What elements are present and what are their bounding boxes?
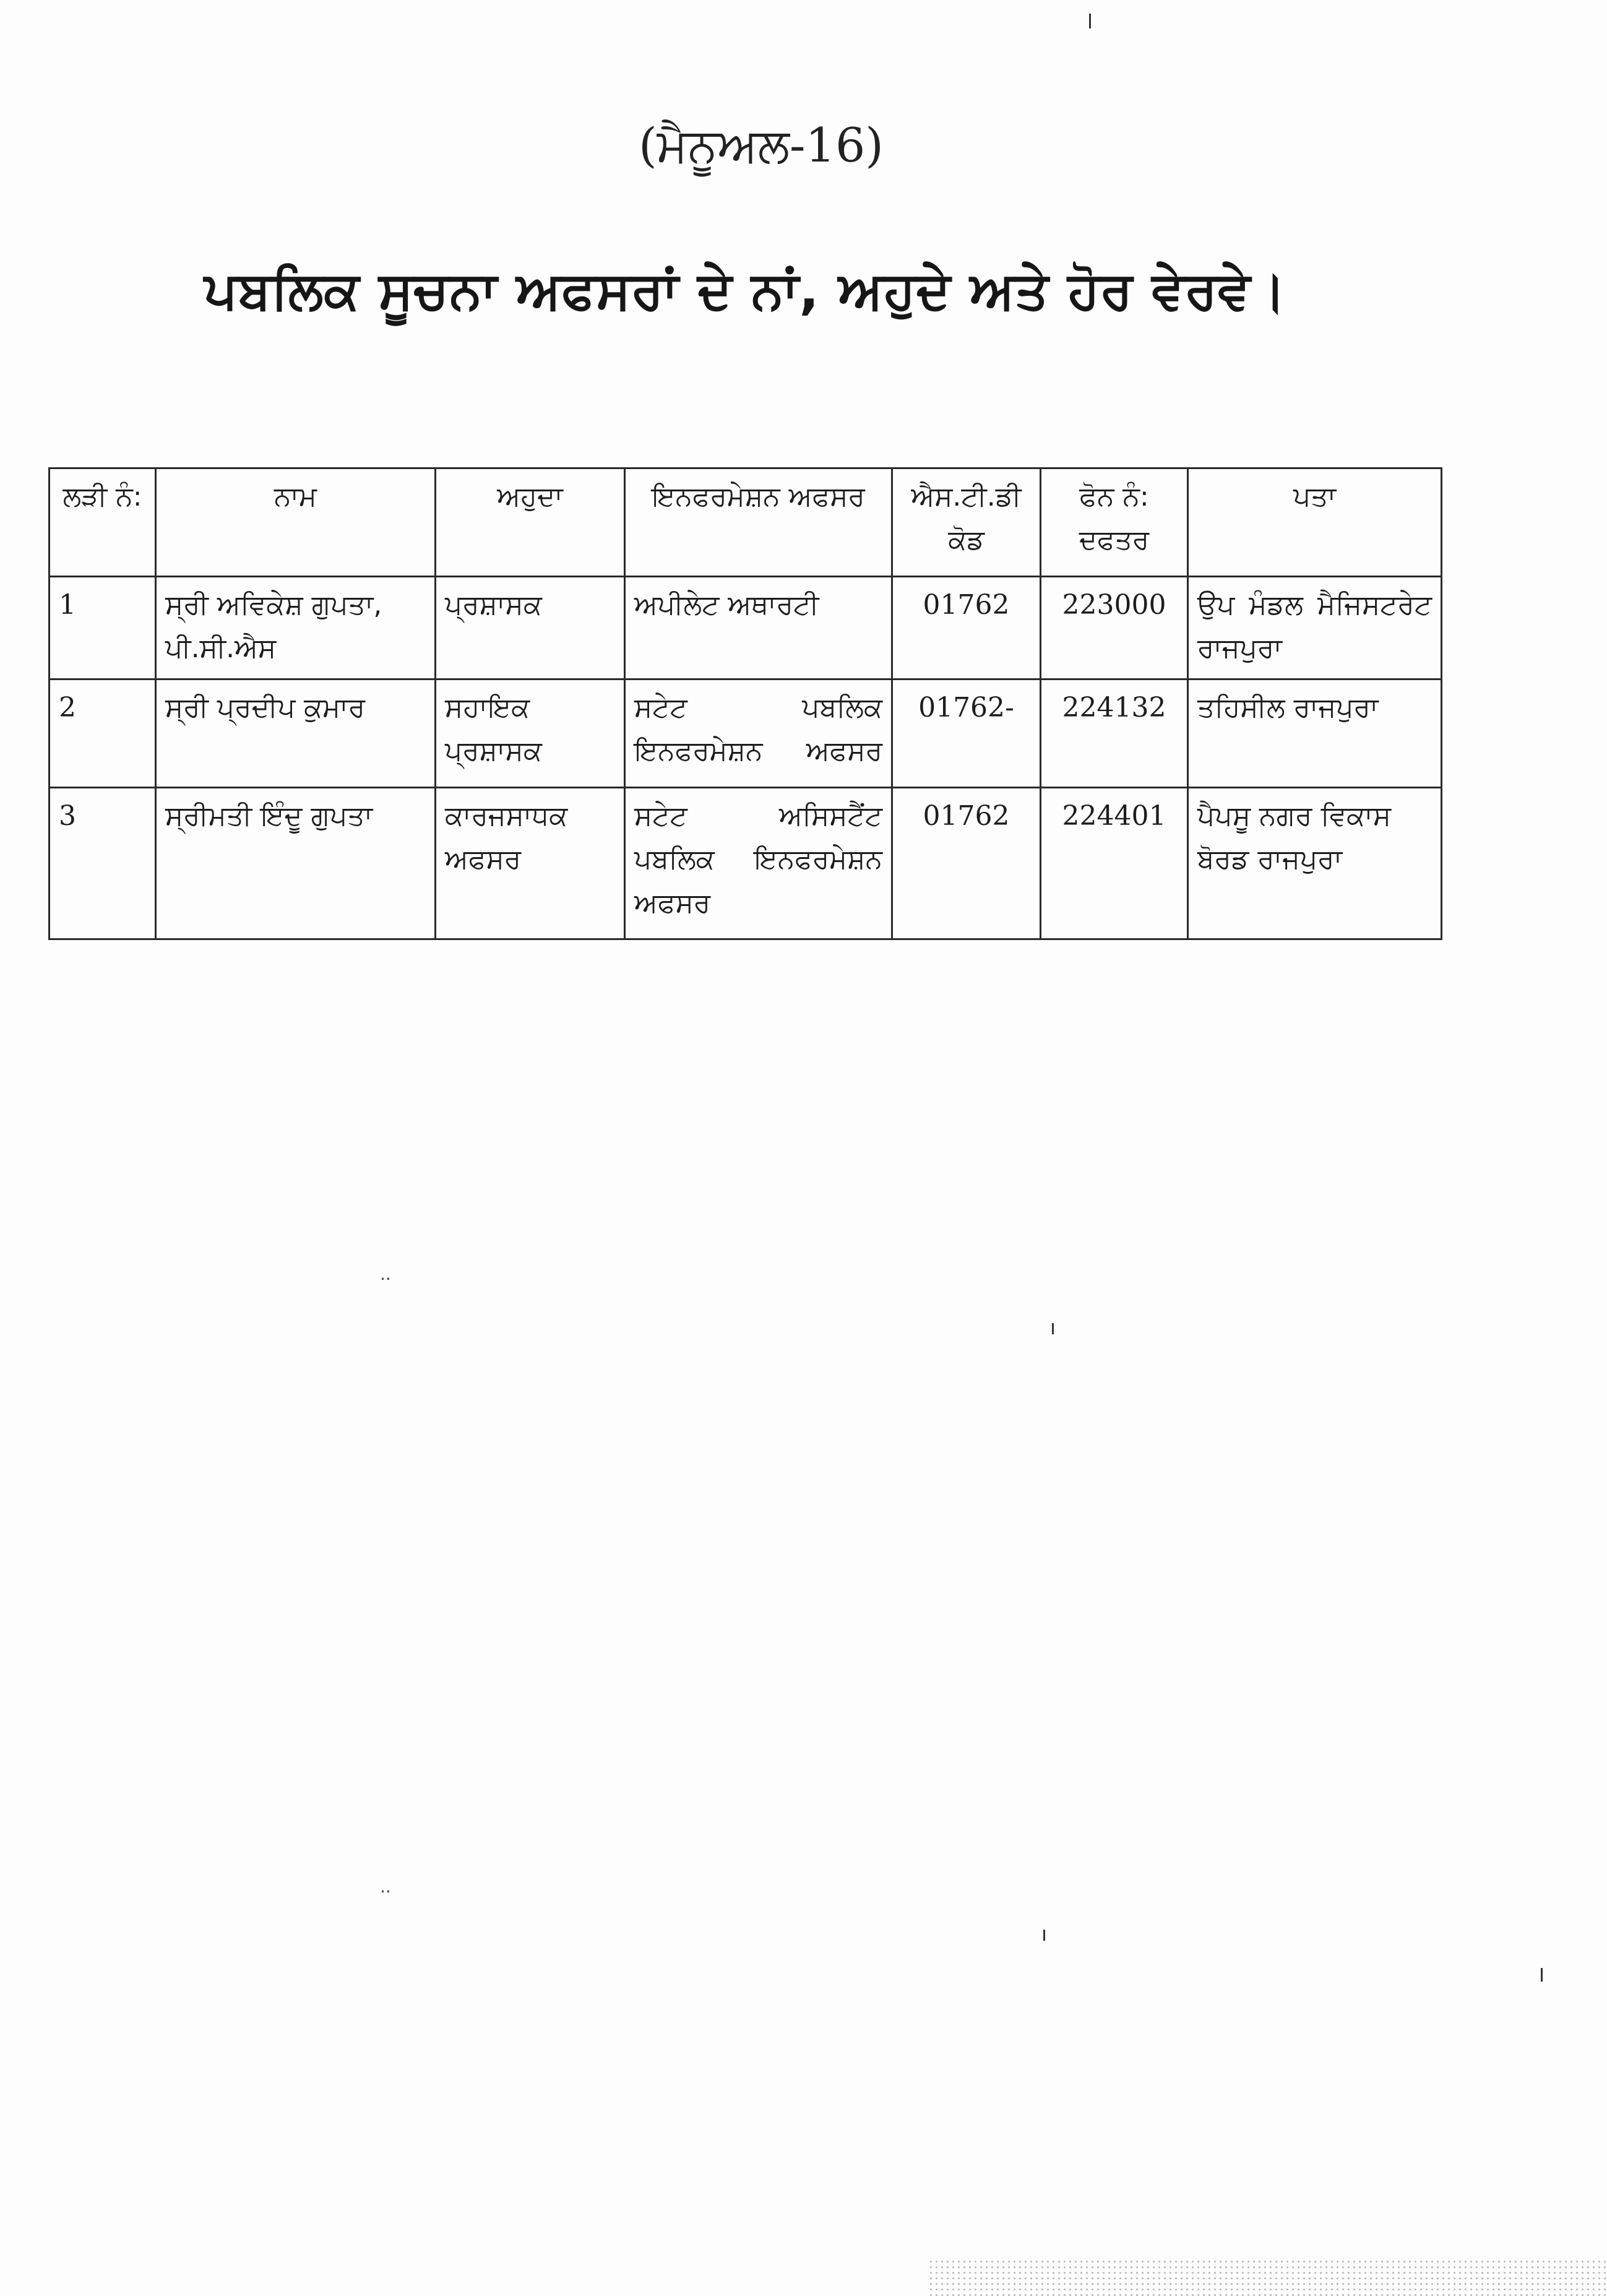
scan-mark bbox=[1089, 14, 1091, 28]
scan-mark: ·· bbox=[380, 1881, 391, 1902]
table-row bbox=[50, 787, 1442, 939]
row-designation: ਪ੍ਰਸ਼ਾਸਕ bbox=[436, 577, 625, 680]
row-std-code: 01762- bbox=[892, 679, 1041, 787]
row-phone-office: 223000 bbox=[1041, 577, 1188, 680]
row-phone-office: 224401 bbox=[1041, 787, 1188, 939]
header-information-officer: ਇਨਫਰਮੇਸ਼ਨ ਅਫਸਰ bbox=[625, 468, 892, 577]
row-sno: 1 bbox=[50, 577, 156, 680]
table-row bbox=[50, 577, 1442, 680]
row-address: ਪੈਪਸੂ ਨਗਰ ਵਿਕਾਸ ਬੋਰਡ ਰਾਜਪੁਰਾ bbox=[1188, 787, 1442, 939]
scan-noise bbox=[928, 2259, 1607, 2296]
row-address: ਉਪ ਮੰਡਲ ਮੈਜਿਸਟਰੇਟ ਰਾਜਪੁਰਾ bbox=[1188, 577, 1442, 680]
document-title: ਪਬਲਿਕ ਸੂਚਨਾ ਅਫਸਰਾਂ ਦੇ ਨਾਂ, ਅਹੁਦੇ ਅਤੇ ਹੋਰ ਵੇਰਵੇ। bbox=[204, 260, 1287, 321]
scan-mark: ·· bbox=[380, 1269, 391, 1289]
header-sno: ਲੜੀ ਨੰ: bbox=[50, 468, 156, 577]
row-information-officer: ਅਪੀਲੇਟ ਅਥਾਰਟੀ bbox=[625, 577, 892, 680]
row-name: ਸ੍ਰੀਮਤੀ ਇੰਦੂ ਗੁਪਤਾ bbox=[156, 787, 436, 939]
row-sno: 3 bbox=[50, 787, 156, 939]
header-address: ਪਤਾ bbox=[1188, 468, 1442, 577]
row-std-code: 01762 bbox=[892, 787, 1041, 939]
row-address: ਤਹਿਸੀਲ ਰਾਜਪੁਰਾ bbox=[1188, 679, 1442, 787]
table-row bbox=[50, 679, 1442, 787]
row-phone-office: 224132 bbox=[1041, 679, 1188, 787]
manual-label: (ਮੈਨੂਅਲ-16) bbox=[639, 118, 884, 173]
table-header-row bbox=[50, 468, 1442, 577]
officers-table bbox=[48, 467, 1442, 940]
row-designation: ਕਾਰਜਸਾਧਕ ਅਫਸਰ bbox=[436, 787, 625, 939]
scan-mark bbox=[1541, 1968, 1543, 1982]
row-sno: 2 bbox=[50, 679, 156, 787]
header-phone-office: ਫੋਨ ਨੰ: ਦਫਤਰ bbox=[1041, 468, 1188, 577]
scan-mark bbox=[1043, 1930, 1045, 1941]
row-std-code: 01762 bbox=[892, 577, 1041, 680]
row-name: ਸ੍ਰੀ ਅਵਿਕੇਸ਼ ਗੁਪਤਾ, ਪੀ.ਸੀ.ਐਸ bbox=[156, 577, 436, 680]
row-designation: ਸਹਾਇਕ ਪ੍ਰਸ਼ਾਸਕ bbox=[436, 679, 625, 787]
header-designation: ਅਹੁਦਾ bbox=[436, 468, 625, 577]
row-name: ਸ੍ਰੀ ਪ੍ਰਦੀਪ ਕੁਮਾਰ bbox=[156, 679, 436, 787]
scan-mark bbox=[1052, 1323, 1054, 1334]
row-information-officer: ਸਟੇਟ ਪਬਲਿਕ ਇਨਫਰਮੇਸ਼ਨ ਅਫਸਰ bbox=[625, 679, 892, 787]
header-name: ਨਾਮ bbox=[156, 468, 436, 577]
header-std-code: ਐਸ.ਟੀ.ਡੀ ਕੋਡ bbox=[892, 468, 1041, 577]
row-information-officer: ਸਟੇਟ ਅਸਿਸਟੈਂਟ ਪਬਲਿਕ ਇਨਫਰਮੇਸ਼ਨ ਅਫਸਰ bbox=[625, 787, 892, 939]
